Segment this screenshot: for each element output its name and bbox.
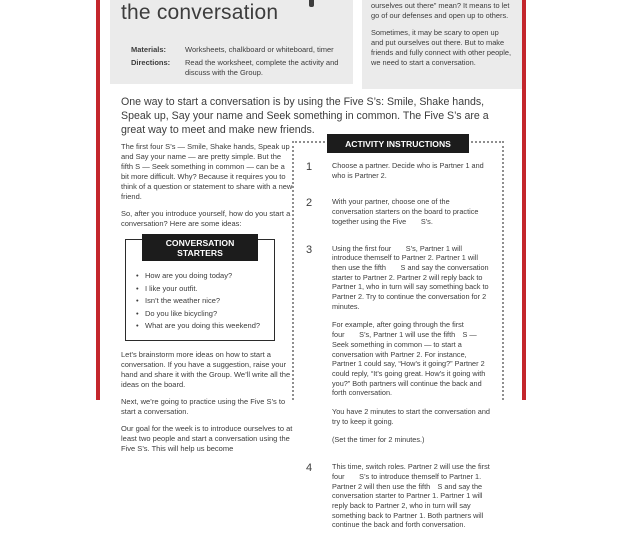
- starter-text: Do you like bicycling?: [145, 308, 218, 318]
- activity-step-3: [306, 244, 492, 455]
- body-paragraph: So, after you introduce yourself, how do you start a conversation? Here are some ideas:: [121, 209, 291, 228]
- step-number: 1: [306, 161, 313, 173]
- body-paragraph: The first four S’s — Smile, Shake hands, Speak up and Say your name — are pretty simple. But the fifth S — Seek something in common — can be a bit more difficult. Why? Because it requires you to think of a question or statement to share with a new friend.: [121, 142, 293, 201]
- list-item: [136, 284, 266, 294]
- step-text: You have 2 minutes to start the conversation and try to keep it going.: [332, 407, 490, 426]
- step-number: 4: [306, 462, 313, 475]
- conversation-starters-list: [126, 271, 274, 331]
- activity-instructions-heading: ACTIVITY INSTRUCTIONS: [327, 134, 469, 153]
- intro-paragraph: One way to start a conversation is by using the Five S’s: Smile, Shake hands, Speak up, Say your name and Seek something in common. The Five S’s are a great way to meet and make new friends.: [121, 96, 489, 136]
- step-text: Choose a partner. Decide who is Partner 1 and who is Partner 2.: [332, 161, 484, 180]
- directions-label: Directions:: [131, 58, 171, 67]
- bullet-icon: •: [136, 296, 139, 305]
- body-paragraph: Our goal for the week is to introduce ourselves to at least two people and start a conversation using the Five S’s. This will help us become: [121, 423, 293, 453]
- body-paragraph: Let’s brainstorm more ideas on how to start a conversation. If you have a suggestion, raise your hand and share it with the Group. We’ll write all the ideas on the board.: [121, 349, 291, 389]
- starter-text: I like your outfit.: [145, 283, 198, 293]
- list-item: [136, 321, 266, 331]
- starter-text: Isn’t the weather nice?: [145, 296, 221, 305]
- materials-row: [131, 45, 340, 55]
- activity-instructions-panel: [292, 139, 504, 530]
- step-text: With your partner, choose one of the conversation starters on the board to practice together using the Five S’s.: [332, 197, 479, 226]
- activity-step-2: [306, 197, 492, 235]
- step-number: 3: [306, 243, 313, 256]
- left-column: [121, 142, 293, 461]
- sidebar-paragraph: Sometimes, it may be scary to open up and put ourselves out there. But to make friends and fully connect with other people, we need to start a conversation.: [371, 28, 512, 67]
- conversation-starters-box: [125, 239, 275, 341]
- bullet-icon: •: [136, 308, 139, 318]
- materials-label: Materials:: [131, 45, 167, 54]
- bullet-icon: •: [136, 283, 139, 293]
- conversation-starters-heading: CONVERSATION STARTERS: [142, 234, 258, 261]
- directions-value: Read the worksheet, complete the activity and discuss with the Group.: [185, 58, 339, 77]
- bullet-icon: •: [136, 321, 139, 330]
- step-text: This time, switch roles. Partner 2 will use the first four S’s to introduce themself to Partner 1. Partner 2 will then use the fifth S and say the conversation starter to Partner 1. Partner 1 will reply back to Partner 2, who in turn will say something back to Partner 1. Both partners will continue the back and forth conversation.: [332, 462, 490, 530]
- activity-step-1: [306, 161, 492, 189]
- page-border-right: [522, 0, 526, 400]
- list-item: [136, 271, 266, 281]
- step-text: (Set the timer for 2 minutes.): [332, 435, 425, 445]
- header-title-box: [110, 0, 353, 84]
- list-item: [136, 296, 266, 306]
- bullet-icon: •: [136, 271, 139, 280]
- step-number: 2: [306, 197, 313, 210]
- page-title: the conversation: [121, 1, 279, 24]
- starter-text: How are you doing today?: [145, 271, 233, 280]
- page-border-left: [96, 0, 100, 400]
- body-paragraph: Next, we’re going to practice using the Five S’s to start a conversation.: [121, 396, 286, 416]
- starter-text: What are you doing this weekend?: [145, 321, 261, 330]
- sidebar-paragraph: ourselves out there” mean? It means to let go of our defenses and open up to others.: [371, 1, 510, 20]
- list-item: [136, 309, 266, 319]
- materials-value: Worksheets, chalkboard or whiteboard, timer: [185, 45, 334, 54]
- step-text: For example, after going through the first four S’s, Partner 1 will use the fifth S — Seek something in common — to start a conversation with Partner 2. For instance, Partner 1 could say, “How’s it going?” Partner 2 could reply, “It’s going great. How’s it going with you?” Both partners will continue the back and forth conversation.: [332, 320, 486, 398]
- cut-off-title-descender: [309, 0, 314, 7]
- directions-row: [131, 58, 340, 77]
- step-text: Using the first four S’s, Partner 1 will introduce themself to Partner 2. Partner 1 will then use the fifth S and say the conversation starter to Partner 2. Partner 2 will reply back to Partner 1, who in turn will say something back to Partner 2. Try to continue the conversation for 2 minutes.: [332, 243, 489, 311]
- header-sidebar-text: [362, 0, 522, 89]
- activity-step-4: [306, 462, 492, 539]
